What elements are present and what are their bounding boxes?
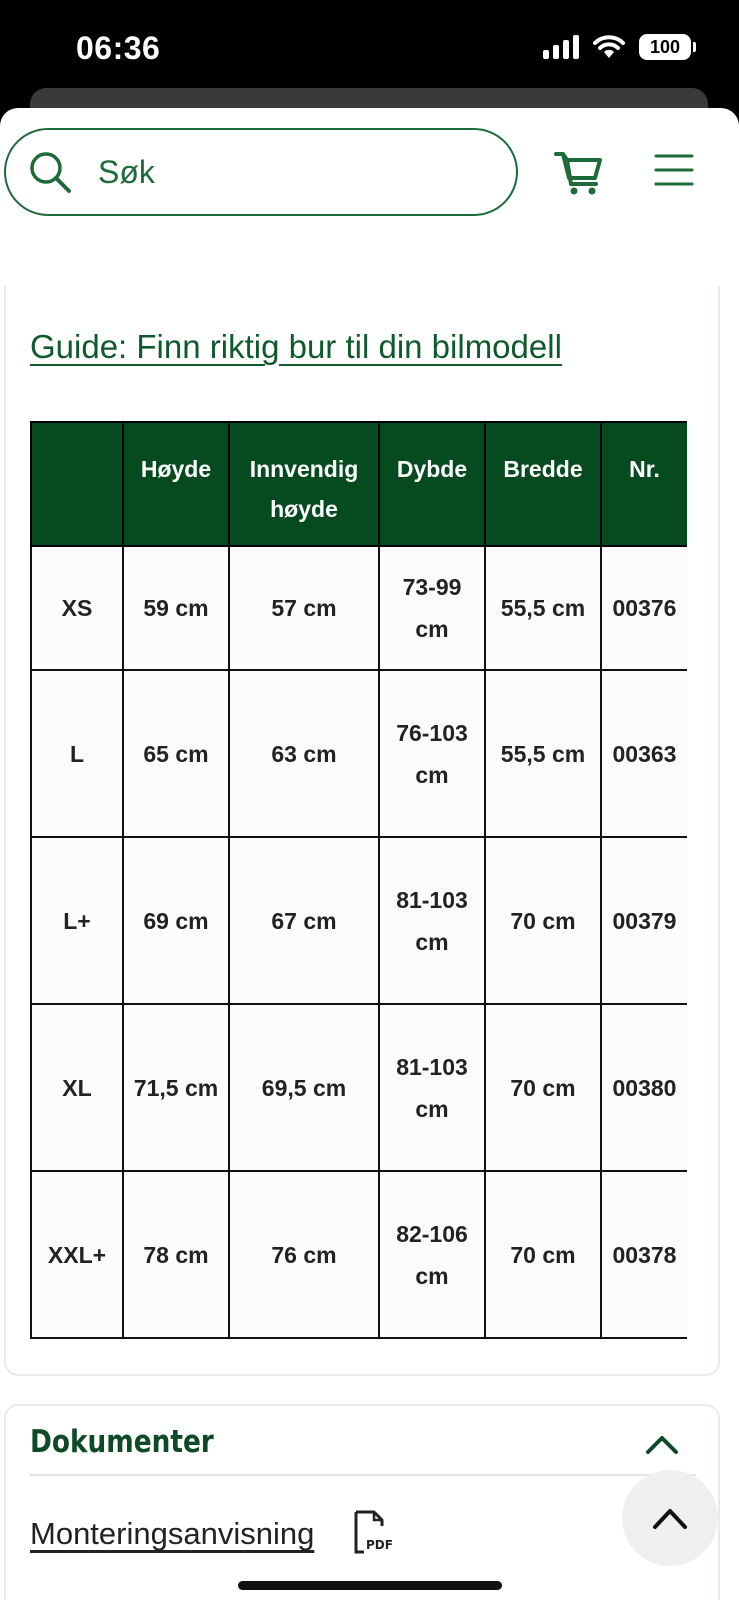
status-icons <box>543 34 691 60</box>
table-cell: 69,5 cm <box>229 1004 379 1171</box>
wifi-icon <box>593 35 625 59</box>
pdf-icon[interactable] <box>352 1510 396 1554</box>
table-cell: 00363 <box>601 670 687 837</box>
header <box>0 108 739 288</box>
table-row <box>31 837 687 1004</box>
table-cell: 81-103 cm <box>379 837 485 1004</box>
table-cell: 70 cm <box>485 837 601 1004</box>
page <box>0 108 739 1600</box>
size-table <box>30 421 687 1339</box>
table-cell: 59 cm <box>123 546 229 670</box>
search-placeholder: Søk <box>98 153 155 190</box>
table-cell: XXL+ <box>31 1171 123 1338</box>
search-icon <box>28 150 72 194</box>
documents-title: Dokumenter <box>30 1424 214 1460</box>
menu-icon[interactable] <box>654 152 694 188</box>
table-cell: 00376 <box>601 546 687 670</box>
table-cell: 76-103 cm <box>379 670 485 837</box>
table-cell: 57 cm <box>229 546 379 670</box>
svg-text:PDF: PDF <box>366 1538 393 1552</box>
home-indicator <box>238 1581 502 1590</box>
guide-link[interactable]: Guide: Finn riktig bur til din bilmodell <box>30 328 562 365</box>
table-cell: 69 cm <box>123 837 229 1004</box>
table-cell: 55,5 cm <box>485 670 601 837</box>
cellular-signal-icon <box>543 35 579 59</box>
table-cell: 70 cm <box>485 1171 601 1338</box>
table-cell: 55,5 cm <box>485 546 601 670</box>
document-link-monteringsanvisning[interactable]: Monteringsanvisning <box>30 1516 315 1551</box>
chevron-up-icon <box>650 1503 690 1533</box>
table-cell: 73-99 cm <box>379 546 485 670</box>
divider <box>30 1474 696 1476</box>
table-cell: L+ <box>31 837 123 1004</box>
table-cell: 00379 <box>601 837 687 1004</box>
table-cell: 78 cm <box>123 1171 229 1338</box>
table-cell: 65 cm <box>123 670 229 837</box>
column-header: Nr. <box>601 422 687 546</box>
column-header: Bredde <box>485 422 601 546</box>
table-cell: 76 cm <box>229 1171 379 1338</box>
table-row <box>31 1004 687 1171</box>
table-cell: 63 cm <box>229 670 379 837</box>
status-bar <box>0 0 739 100</box>
cart-icon[interactable] <box>554 150 604 196</box>
table-cell: 81-103 cm <box>379 1004 485 1171</box>
status-time: 06:36 <box>76 30 161 66</box>
scroll-to-top-button[interactable] <box>622 1470 718 1566</box>
table-cell: 67 cm <box>229 837 379 1004</box>
table-row <box>31 1171 687 1338</box>
table-cell: 00378 <box>601 1171 687 1338</box>
search-input[interactable] <box>4 128 518 216</box>
table-cell: XL <box>31 1004 123 1171</box>
table-cell: 82-106 cm <box>379 1171 485 1338</box>
column-header: Dybde <box>379 422 485 546</box>
table-row <box>31 546 687 670</box>
table-header-row <box>31 422 687 546</box>
column-header <box>31 422 123 546</box>
documents-section <box>4 1404 720 1600</box>
battery-icon: 100 <box>639 34 691 60</box>
chevron-up-icon[interactable] <box>642 1428 682 1460</box>
table-cell: 70 cm <box>485 1004 601 1171</box>
column-header: Høyde <box>123 422 229 546</box>
table-cell: 00380 <box>601 1004 687 1171</box>
size-guide-section <box>4 286 720 1376</box>
table-cell: XS <box>31 546 123 670</box>
column-header: Innvendig høyde <box>229 422 379 546</box>
table-row <box>31 670 687 837</box>
table-cell: L <box>31 670 123 837</box>
table-cell: 71,5 cm <box>123 1004 229 1171</box>
